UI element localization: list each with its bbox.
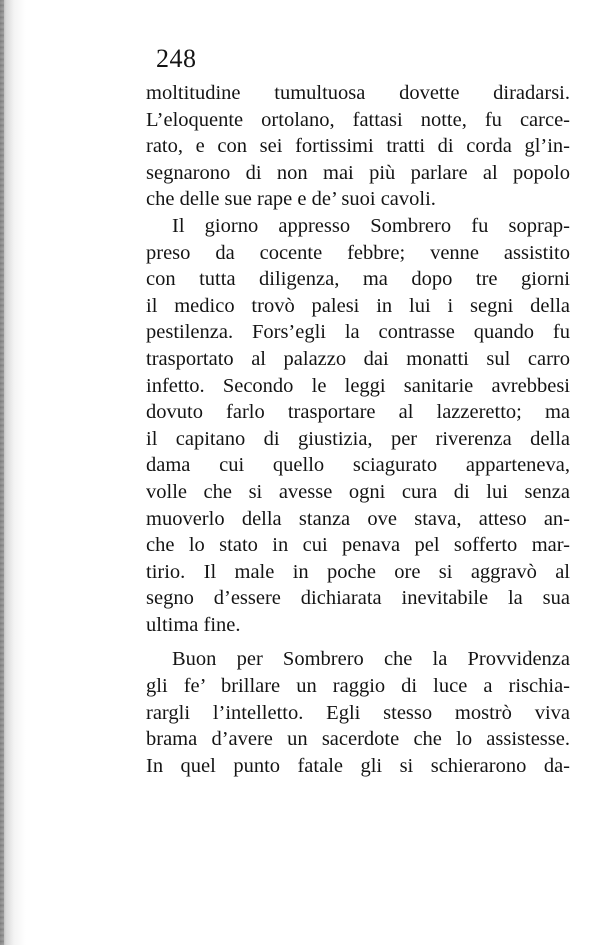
paragraph-spacer xyxy=(146,638,570,646)
text-line: il capitano di giustizia, per riverenza della xyxy=(146,427,570,450)
text-line: Il giorno appresso Sombrero fu soprap- xyxy=(172,214,570,237)
paragraph xyxy=(146,80,570,213)
text-line: gli fe’ brillare un raggio di luce a rischia- xyxy=(146,675,570,698)
text-line: In quel punto fatale gli si schierarono da- xyxy=(146,754,570,777)
text-line: pestilenza. Fors’egli la contrasse quando fu xyxy=(146,321,570,344)
paragraph xyxy=(146,646,570,779)
text-line: Buon per Sombrero che la Provvidenza xyxy=(172,648,570,671)
text-line: moltitudine tumultuosa dovette diradarsi. xyxy=(146,82,570,104)
text-line: il medico trovò palesi in lui i segni della xyxy=(146,294,570,317)
text-line: che lo stato in cui penava pel sofferto mar- xyxy=(146,534,570,557)
text-line: ultima fine. xyxy=(146,613,241,636)
text-line: rato, e con sei fortissimi tratti di corda gl’in- xyxy=(146,135,570,158)
text-line: L’eloquente ortolano, fattasi notte, fu carce- xyxy=(146,108,570,131)
body-text xyxy=(146,80,570,779)
text-line: infetto. Secondo le leggi sanitarie avrebbesi xyxy=(146,374,570,397)
text-line: trasportato al palazzo dai monatti sul carro xyxy=(146,347,570,370)
text-line: segnarono di non mai più parlare al popolo xyxy=(146,161,570,184)
text-line: volle che si avesse ogni cura di lui senza xyxy=(146,480,570,503)
text-line: che delle sue rape e de’ suoi cavoli. xyxy=(146,188,436,211)
text-line: preso da cocente febbre; venne assistito xyxy=(146,241,570,264)
page-gutter-shadow xyxy=(0,0,4,945)
paragraph xyxy=(146,213,570,639)
text-line: brama d’avere un sacerdote che lo assistesse. xyxy=(146,728,570,751)
text-line: segno d’essere dichiarata inevitabile la sua xyxy=(146,587,570,610)
text-line: rargli l’intelletto. Egli stesso mostrò viva xyxy=(146,701,570,724)
text-line: tirio. Il male in poche ore si aggravò al xyxy=(146,560,570,583)
text-line: con tutta diligenza, ma dopo tre giorni xyxy=(146,268,570,291)
text-line: muoverlo della stanza ove stava, atteso an- xyxy=(146,507,570,530)
text-line: dovuto farlo trasportare al lazzeretto; ma xyxy=(146,401,570,424)
page-number: 248 xyxy=(156,44,197,73)
text-line: dama cui quello sciagurato apparteneva, xyxy=(146,454,570,477)
